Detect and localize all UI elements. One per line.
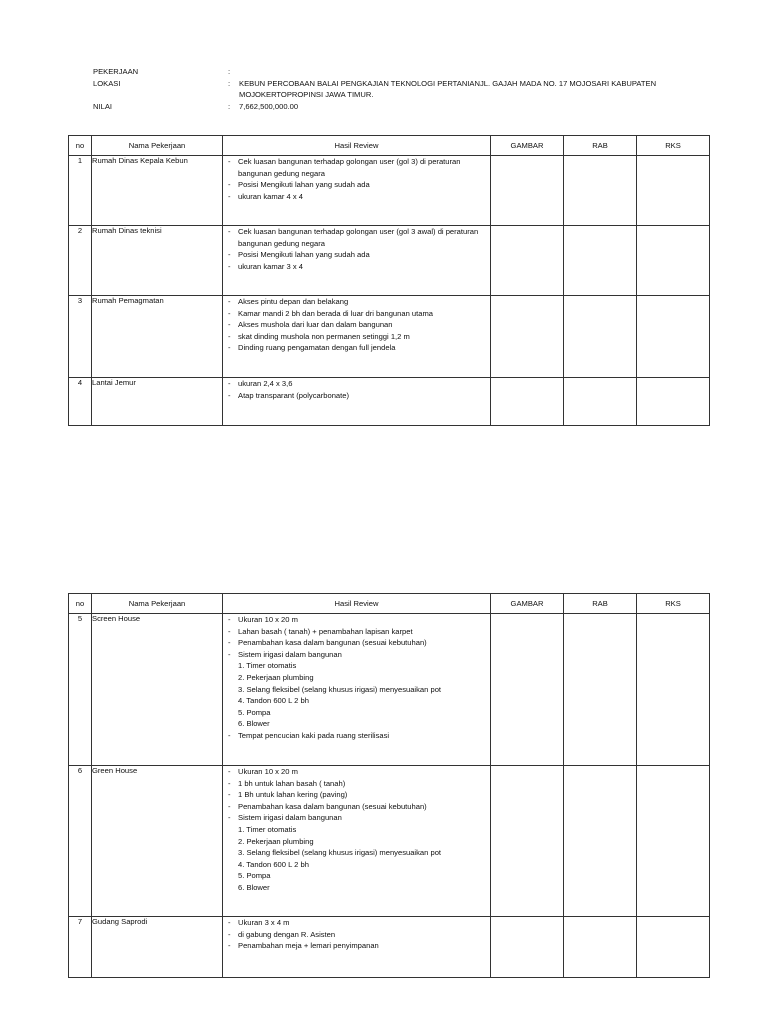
review-item-text: 2. Pekerjaan plumbing [238,836,314,846]
col-header-review: Hasil Review [223,136,491,156]
review-item [223,626,490,638]
rks-cell[interactable] [637,917,710,978]
review-cell [223,614,491,766]
review-subitem [223,684,490,696]
table-row [69,156,710,226]
dash-bullet: - [228,320,231,330]
review-item-text: Cek luasan bangunan terhadap golongan user (gol 3 awal) di peraturan bangunan gedung negara [238,227,479,248]
work-item-name: Lantai Jemur [92,378,223,426]
review-cell [223,226,491,296]
review-item [223,191,490,203]
review-item [223,319,490,331]
dash-bullet: - [228,331,231,341]
review-subitem [223,847,490,859]
review-item-text: 1. Timer otomatis [238,824,297,834]
table-row [69,226,710,296]
review-item [223,940,490,952]
table-row [69,296,710,378]
review-list [223,296,490,354]
nilai-label: NILAI [93,101,112,111]
review-item [223,614,490,626]
review-item-text: 1 Bh untuk lahan kering (paving) [238,790,348,800]
document-header [93,66,713,112]
review-item-text: Sistem irigasi dalam bangunan [238,649,342,659]
review-list [223,378,490,401]
dash-bullet: - [228,227,231,236]
pekerjaan-colon: : [228,67,231,76]
gambar-cell[interactable] [491,378,564,426]
review-subitem [223,660,490,672]
review-item-text: 2. Pekerjaan plumbing [238,672,314,682]
rab-cell[interactable] [564,296,637,378]
review-item-text: Kamar mandi 2 bh dan berada di luar dri bangunan utama [238,308,434,318]
work-item-name: Rumah Dinas teknisi [92,226,223,296]
dash-bullet: - [228,649,231,659]
dash-bullet: - [228,790,231,800]
header-row-lokasi [93,78,713,101]
review-cell [223,766,491,917]
work-item-name: Green House [92,766,223,917]
review-item-text: 3. Selang fleksibel (selang khusus irigasi) menyesuaikan pot [238,848,442,858]
review-item-text: di gabung dengan R. Asisten [238,929,336,939]
table-header-row [69,136,710,156]
work-item-name: Rumah Pemagmatan [92,296,223,378]
review-item [223,789,490,801]
review-item-text: 1. Timer otomatis [238,661,297,671]
dash-bullet: - [228,379,231,388]
review-item [223,390,490,402]
review-item [223,261,490,273]
review-item-text: 6. Blower [238,882,270,892]
review-list [223,156,490,202]
review-item-text: 5. Pompa [238,871,271,881]
nilai-colon: : [228,101,231,111]
review-cell [223,296,491,378]
gambar-cell[interactable] [491,917,564,978]
col-header-gambar: GAMBAR [491,594,564,614]
review-item-text: Cek luasan bangunan terhadap golongan user (gol 3) di peraturan bangunan gedung negara [238,157,461,178]
review-list [223,226,490,272]
row-number: 4 [69,378,92,426]
gambar-cell[interactable] [491,296,564,378]
review-cell [223,378,491,426]
rks-cell[interactable] [637,156,710,226]
col-header-rab: RAB [564,594,637,614]
review-cell [223,917,491,978]
lokasi-colon: : [228,78,231,88]
col-header-review: Hasil Review [223,594,491,614]
dash-bullet: - [228,801,231,811]
review-item-text: skat dinding mushola non permanen setinggi 1,2 m [238,331,410,341]
dash-bullet: - [228,157,231,166]
dash-bullet: - [228,918,231,927]
col-header-gambar: GAMBAR [491,136,564,156]
review-subitem [223,707,490,719]
review-subitem [223,695,490,707]
dash-bullet: - [228,730,231,740]
rks-cell[interactable] [637,614,710,766]
dash-bullet: - [228,250,231,260]
dash-bullet: - [228,615,231,624]
review-item [223,296,490,308]
review-item [223,179,490,191]
review-item-text: 4. Tandon 600 L 2 bh [238,696,309,706]
col-header-nama: Nama Pekerjaan [92,136,223,156]
row-number: 3 [69,296,92,378]
col-header-rks: RKS [637,136,710,156]
rab-cell[interactable] [564,614,637,766]
review-item-text: 6. Blower [238,719,270,729]
review-item [223,342,490,354]
review-item-text: ukuran 2,4 x 3,6 [238,379,293,388]
review-subitem [223,672,490,684]
dash-bullet: - [228,626,231,636]
review-item-text: Penambahan kasa dalam bangunan (sesuai kebutuhan) [238,801,427,811]
work-item-name: Gudang Saprodi [92,917,223,978]
review-item [223,766,490,778]
review-item-text: Atap transparant (polycarbonate) [238,390,350,400]
table-row [69,614,710,766]
dash-bullet: - [228,297,231,306]
review-item-text: Sistem irigasi dalam bangunan [238,813,342,823]
col-header-no: no [69,594,92,614]
row-number: 5 [69,614,92,766]
review-table-2 [68,593,710,978]
lokasi-value: KEBUN PERCOBAAN BALAI PENGKAJIAN TEKNOLOGI PERTANIANJL. GAJAH MADA NO. 17 MOJOSARI KABUPATEN MOJOKERTOPROPINSI JAWA TIMUR. [239,78,657,99]
review-item [223,226,490,249]
review-item-text: 4. Tandon 600 L 2 bh [238,859,309,869]
dash-bullet: - [228,343,231,353]
dash-bullet: - [228,941,231,951]
review-item-text: 3. Selang fleksibel (selang khusus irigasi) menyesuaikan pot [238,684,442,694]
review-item-text: 5. Pompa [238,707,271,717]
pekerjaan-label: PEKERJAAN [93,67,139,76]
review-subitem [223,859,490,871]
review-item-text: Lahan basah ( tanah) + penambahan lapisan karpet [238,626,413,636]
review-item-text: Ukuran 10 x 20 m [238,767,298,776]
review-item [223,308,490,320]
review-list [223,917,490,952]
col-header-no: no [69,136,92,156]
gambar-cell[interactable] [491,766,564,917]
review-item-text: ukuran kamar 3 x 4 [238,261,303,271]
row-number: 1 [69,156,92,226]
row-number: 7 [69,917,92,978]
review-subitem [223,836,490,848]
review-subitem [223,870,490,882]
header-row-pekerjaan [93,66,713,78]
review-item-text: ukuran kamar 4 x 4 [238,191,303,201]
review-item [223,778,490,790]
col-header-rab: RAB [564,136,637,156]
review-item-text: Posisi Mengikuti lahan yang sudah ada [238,180,370,190]
row-number: 2 [69,226,92,296]
dash-bullet: - [228,308,231,318]
table-row [69,766,710,917]
review-item [223,929,490,941]
review-subitem [223,882,490,894]
table-row [69,378,710,426]
gambar-cell[interactable] [491,226,564,296]
table-row [69,917,710,978]
review-item [223,331,490,343]
review-item [223,156,490,179]
review-item-text: Ukuran 3 x 4 m [238,918,290,927]
review-item-text: Akses pintu depan dan belakang [238,297,349,306]
row-number: 6 [69,766,92,917]
work-item-name: Screen House [92,614,223,766]
review-cell [223,156,491,226]
dash-bullet: - [228,261,231,271]
review-item-text: Ukuran 10 x 20 m [238,615,298,624]
lokasi-label: LOKASI [93,78,121,88]
table-header-row [69,594,710,614]
review-list [223,614,490,742]
review-item-text: Dinding ruang pengamatan dengan full jendela [238,343,396,353]
review-subitem [223,718,490,730]
rab-cell[interactable] [564,156,637,226]
dash-bullet: - [228,180,231,190]
rks-cell[interactable] [637,226,710,296]
dash-bullet: - [228,390,231,400]
dash-bullet: - [228,191,231,201]
dash-bullet: - [228,778,231,788]
dash-bullet: - [228,929,231,939]
rab-cell[interactable] [564,226,637,296]
rks-cell[interactable] [637,766,710,917]
review-table-1 [68,135,710,426]
nilai-value: 7,662,500,000.00 [239,101,299,111]
review-item-text: Akses mushola dari luar dan dalam bangunan [238,320,393,330]
review-subitem [223,824,490,836]
review-item [223,812,490,824]
review-item [223,637,490,649]
review-list [223,766,490,894]
review-item-text: 1 bh untuk lahan basah ( tanah) [238,778,346,788]
header-row-nilai [93,101,713,113]
review-item [223,378,490,390]
gambar-cell[interactable] [491,156,564,226]
gambar-cell[interactable] [491,614,564,766]
dash-bullet: - [228,813,231,823]
col-header-rks: RKS [637,594,710,614]
dash-bullet: - [228,767,231,776]
review-item-text: Tempat pencucian kaki pada ruang sterilisasi [238,730,390,740]
work-item-name: Rumah Dinas Kepala Kebun [92,156,223,226]
rab-cell[interactable] [564,766,637,917]
review-item [223,730,490,742]
review-item [223,649,490,661]
review-item [223,801,490,813]
review-item-text: Penambahan kasa dalam bangunan (sesuai kebutuhan) [238,638,427,648]
review-item-text: Penambahan meja + lemari penyimpanan [238,941,379,951]
review-item [223,917,490,929]
rab-cell[interactable] [564,917,637,978]
review-item-text: Posisi Mengikuti lahan yang sudah ada [238,250,370,260]
rks-cell[interactable] [637,378,710,426]
rab-cell[interactable] [564,378,637,426]
dash-bullet: - [228,638,231,648]
col-header-nama: Nama Pekerjaan [92,594,223,614]
rks-cell[interactable] [637,296,710,378]
review-item [223,249,490,261]
